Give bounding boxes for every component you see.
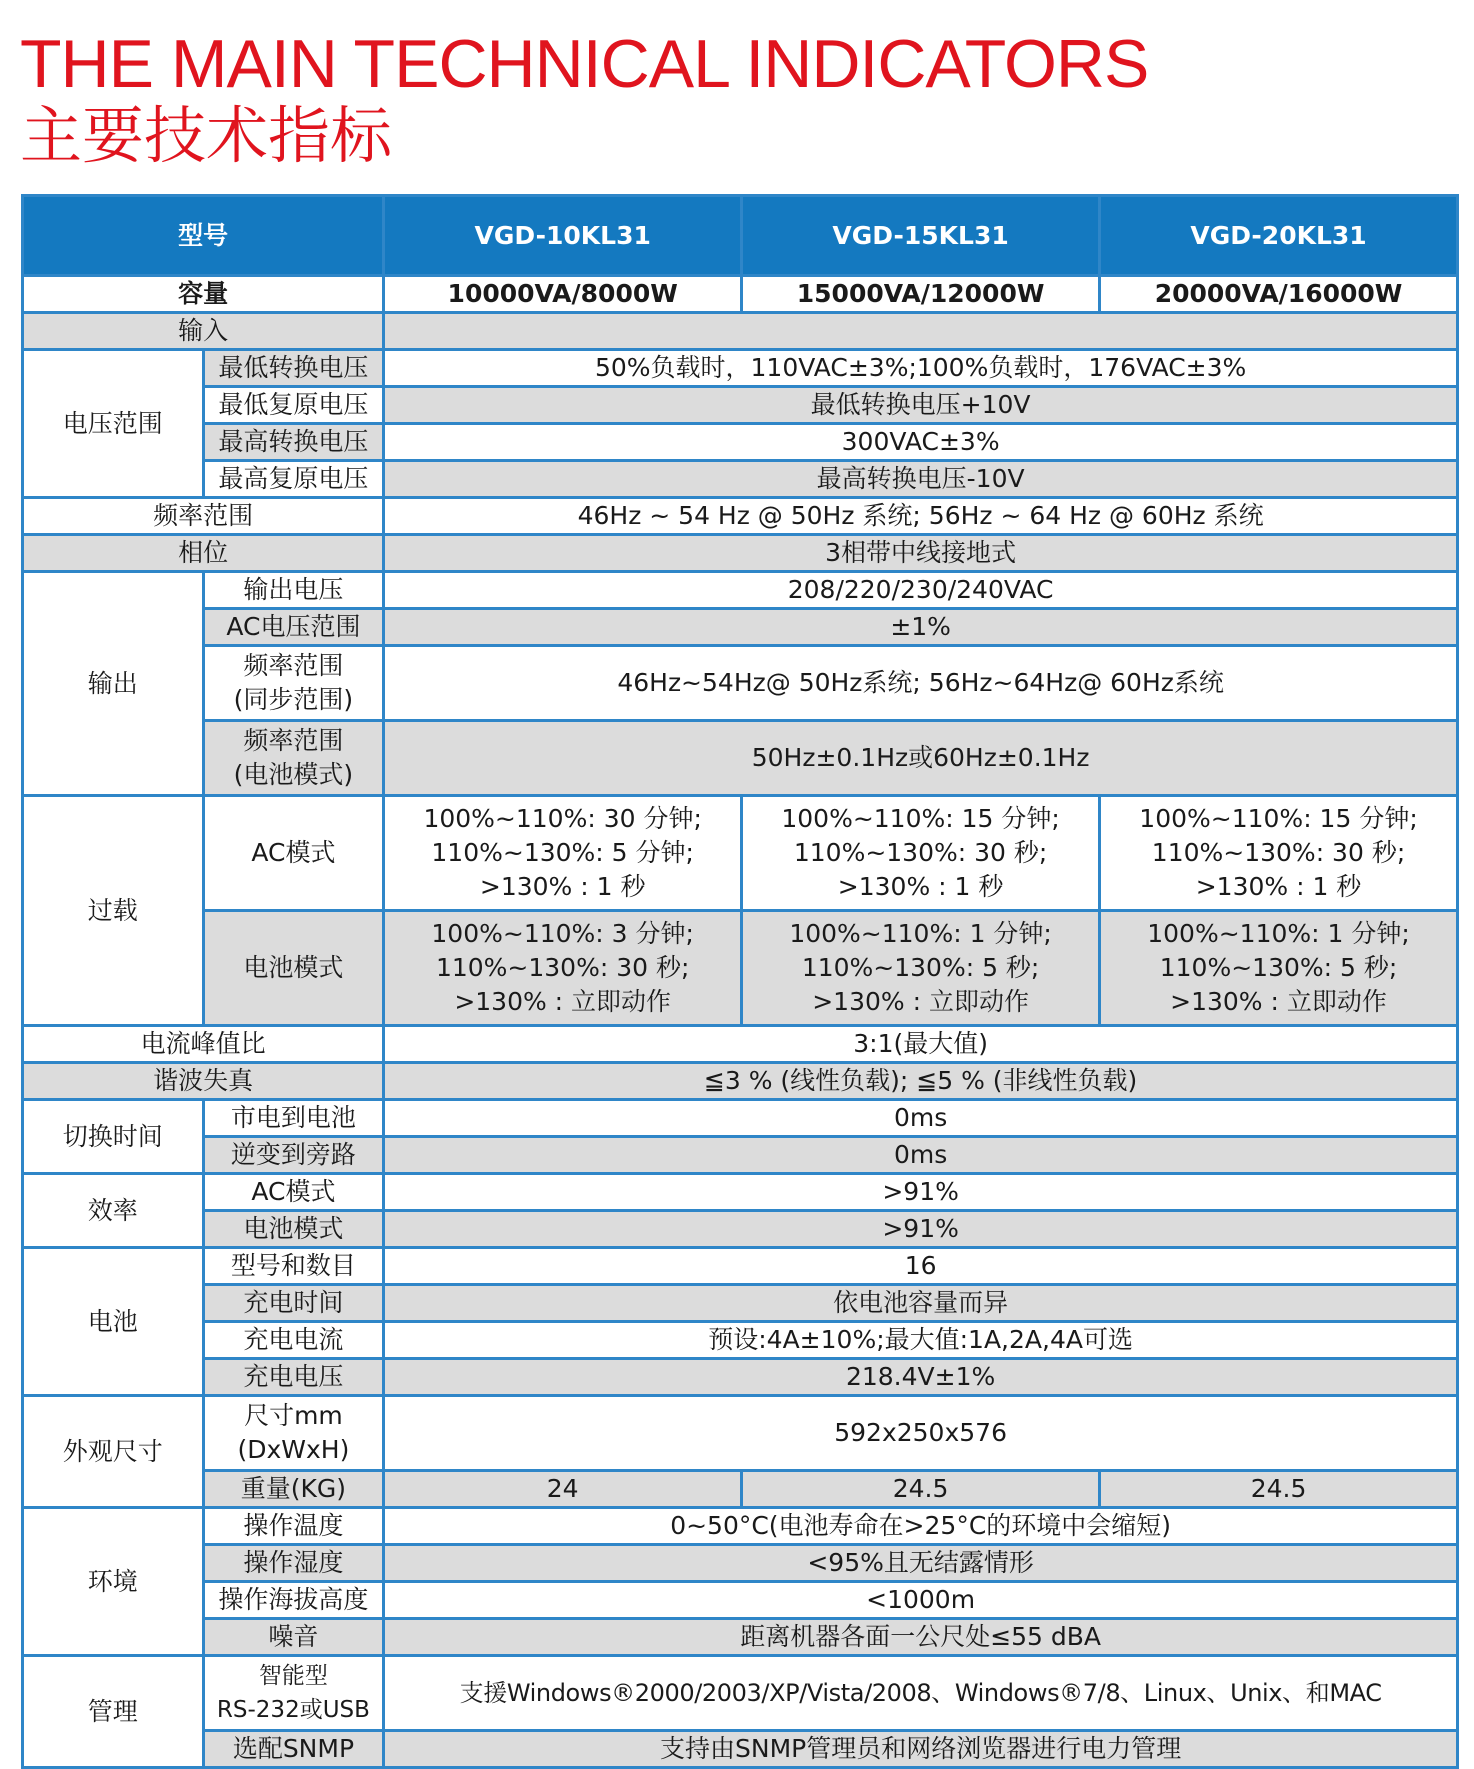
- output-voltage-value: 208/220/230/240VAC: [384, 572, 1458, 609]
- min-restore-label: 最低复原电压: [203, 387, 384, 424]
- overload-ac-row: [23, 796, 1458, 911]
- efficiency-batt-label: 电池模式: [203, 1211, 384, 1248]
- overload-ac-label: AC模式: [203, 796, 384, 911]
- snmp-row: [23, 1731, 1458, 1768]
- efficiency-batt-row: [23, 1211, 1458, 1248]
- input-freq-value: 46Hz ~ 54 Hz @ 50Hz 系统; 56Hz ~ 64 Hz @ 60Hz 系统: [384, 498, 1458, 535]
- humidity-label: 操作湿度: [203, 1545, 384, 1582]
- temp-value: 0~50°C(电池寿命在>25°C的环境中会缩短): [384, 1508, 1458, 1545]
- header-model-1: VGD-10KL31: [384, 196, 742, 276]
- overload-ac-2-line1: 100%~110%: 15 分钟;: [781, 804, 1060, 833]
- overload-batt-value-3: [1100, 911, 1458, 1026]
- thd-label: 谐波失真: [23, 1063, 384, 1100]
- min-restore-row: [23, 387, 1458, 424]
- transfer-mains-value: 0ms: [384, 1100, 1458, 1137]
- max-transfer-row: [23, 424, 1458, 461]
- overload-batt-3-line1: 100%~110%: 1 分钟;: [1147, 919, 1410, 948]
- overload-batt-row: [23, 911, 1458, 1026]
- crest-label: 电流峰值比: [23, 1026, 384, 1063]
- overload-batt-3-line3: >130% : 立即动作: [1170, 987, 1387, 1016]
- phase-row: [23, 535, 1458, 572]
- capacity-value-2: 15000VA/12000W: [742, 276, 1100, 313]
- overload-ac-3-line3: >130% : 1 秒: [1195, 872, 1362, 901]
- weight-value-3: 24.5: [1100, 1471, 1458, 1508]
- crest-row: [23, 1026, 1458, 1063]
- freq-batt-value: 50Hz±0.1Hz或60Hz±0.1Hz: [384, 721, 1458, 796]
- page-title-chinese: 主要技术指标: [20, 99, 393, 172]
- efficiency-batt-value: >91%: [384, 1211, 1458, 1248]
- freq-sync-label: [203, 646, 384, 721]
- overload-batt-3-line2: 110%~130%: 5 秒;: [1159, 953, 1398, 982]
- input-value: [384, 313, 1458, 350]
- output-voltage-row: [23, 572, 1458, 609]
- crest-value: 3:1(最大值): [384, 1026, 1458, 1063]
- max-restore-row: [23, 461, 1458, 498]
- transfer-label: 切换时间: [23, 1100, 204, 1174]
- overload-ac-1-line3: >130% : 1 秒: [479, 872, 646, 901]
- charge-time-value: 依电池容量而异: [384, 1285, 1458, 1322]
- freq-sync-label-line2: (同步范围): [233, 685, 354, 714]
- overload-batt-value-2: [742, 911, 1100, 1026]
- smart-value: 支援Windows®2000/2003/XP/Vista/2008、Windows®7/8、Linux、Unix、和MAC: [384, 1656, 1458, 1731]
- freq-sync-label-line1: 频率范围: [243, 651, 344, 680]
- humidity-row: [23, 1545, 1458, 1582]
- capacity-label: 容量: [23, 276, 384, 313]
- freq-batt-label-line2: (电池模式): [233, 760, 354, 789]
- transfer-mains-label: 市电到电池: [203, 1100, 384, 1137]
- smart-label: [203, 1656, 384, 1731]
- smart-row: [23, 1656, 1458, 1731]
- max-transfer-value: 300VAC±3%: [384, 424, 1458, 461]
- overload-ac-value-1: [384, 796, 742, 911]
- input-row: [23, 313, 1458, 350]
- freq-batt-label-line1: 频率范围: [243, 726, 344, 755]
- transfer-inv-value: 0ms: [384, 1137, 1458, 1174]
- input-freq-row: [23, 498, 1458, 535]
- efficiency-ac-value: >91%: [384, 1174, 1458, 1211]
- smart-label-line1: 智能型: [258, 1663, 328, 1689]
- environment-label: 环境: [23, 1508, 204, 1656]
- min-transfer-label: 最低转换电压: [203, 350, 384, 387]
- charge-current-value: 预设:4A±10%;最大值:1A,2A,4A可选: [384, 1322, 1458, 1359]
- charge-current-label: 充电电流: [203, 1322, 384, 1359]
- battery-type-row: [23, 1248, 1458, 1285]
- max-restore-label: 最高复原电压: [203, 461, 384, 498]
- transfer-inv-label: 逆变到旁路: [203, 1137, 384, 1174]
- header-model-3: VGD-20KL31: [1100, 196, 1458, 276]
- altitude-label: 操作海拔高度: [203, 1582, 384, 1619]
- battery-type-value: 16: [384, 1248, 1458, 1285]
- freq-sync-value: 46Hz~54Hz@ 50Hz系统; 56Hz~64Hz@ 60Hz系统: [384, 646, 1458, 721]
- humidity-value: <95%且无结露情形: [384, 1545, 1458, 1582]
- charge-time-label: 充电时间: [203, 1285, 384, 1322]
- efficiency-ac-row: [23, 1174, 1458, 1211]
- freq-batt-label: [203, 721, 384, 796]
- size-value: 592x250x576: [384, 1396, 1458, 1471]
- overload-ac-1-line2: 110%~130%: 5 分钟;: [431, 838, 694, 867]
- size-label-line1: 尺寸mm: [244, 1401, 343, 1430]
- freq-sync-row: [23, 646, 1458, 721]
- min-transfer-value: 50%负载时，110VAC±3%;100%负载时，176VAC±3%: [384, 350, 1458, 387]
- header-model-2: VGD-15KL31: [742, 196, 1100, 276]
- transfer-inv-row: [23, 1137, 1458, 1174]
- overload-batt-1-line1: 100%~110%: 3 分钟;: [431, 919, 694, 948]
- battery-label: 电池: [23, 1248, 204, 1396]
- phase-label: 相位: [23, 535, 384, 572]
- charge-voltage-row: [23, 1359, 1458, 1396]
- max-transfer-label: 最高转换电压: [203, 424, 384, 461]
- ac-range-row: [23, 609, 1458, 646]
- charge-time-row: [23, 1285, 1458, 1322]
- capacity-value-3: 20000VA/16000W: [1100, 276, 1458, 313]
- thd-row: [23, 1063, 1458, 1100]
- charge-voltage-value: 218.4V±1%: [384, 1359, 1458, 1396]
- ac-range-value: ±1%: [384, 609, 1458, 646]
- charge-voltage-label: 充电电压: [203, 1359, 384, 1396]
- temp-label: 操作温度: [203, 1508, 384, 1545]
- overload-batt-2-line2: 110%~130%: 5 秒;: [801, 953, 1040, 982]
- overload-ac-value-2: [742, 796, 1100, 911]
- input-freq-label: 频率范围: [23, 498, 384, 535]
- noise-label: 噪音: [203, 1619, 384, 1656]
- size-label: [203, 1396, 384, 1471]
- phase-value: 3相带中线接地式: [384, 535, 1458, 572]
- voltage-range-label: 电压范围: [23, 350, 204, 498]
- noise-row: [23, 1619, 1458, 1656]
- noise-value: 距离机器各面一公尺处≤55 dBA: [384, 1619, 1458, 1656]
- snmp-value: 支持由SNMP管理员和网络浏览器进行电力管理: [384, 1731, 1458, 1768]
- battery-type-label: 型号和数目: [203, 1248, 384, 1285]
- capacity-row: [23, 276, 1458, 313]
- overload-batt-2-line1: 100%~110%: 1 分钟;: [789, 919, 1052, 948]
- spec-table: [21, 194, 1459, 1769]
- min-restore-value: 最低转换电压+10V: [384, 387, 1458, 424]
- thd-value: ≦3 % (线性负载); ≦5 % (非线性负载): [384, 1063, 1458, 1100]
- efficiency-label: 效率: [23, 1174, 204, 1248]
- output-label: 输出: [23, 572, 204, 796]
- overload-batt-1-line2: 110%~130%: 30 秒;: [435, 953, 690, 982]
- charge-current-row: [23, 1322, 1458, 1359]
- overload-ac-value-3: [1100, 796, 1458, 911]
- transfer-mains-row: [23, 1100, 1458, 1137]
- snmp-label: 选配SNMP: [203, 1731, 384, 1768]
- overload-ac-3-line1: 100%~110%: 15 分钟;: [1139, 804, 1418, 833]
- overload-ac-2-line3: >130% : 1 秒: [837, 872, 1004, 901]
- max-restore-value: 最高转换电压-10V: [384, 461, 1458, 498]
- weight-value-2: 24.5: [742, 1471, 1100, 1508]
- weight-value-1: 24: [384, 1471, 742, 1508]
- input-label: 输入: [23, 313, 384, 350]
- weight-row: [23, 1471, 1458, 1508]
- efficiency-ac-label: AC模式: [203, 1174, 384, 1211]
- management-label: 管理: [23, 1656, 204, 1768]
- output-voltage-label: 输出电压: [203, 572, 384, 609]
- voltage-range-row: [23, 350, 1458, 387]
- header-row: [23, 196, 1458, 276]
- overload-batt-label: 电池模式: [203, 911, 384, 1026]
- overload-batt-1-line3: >130% : 立即动作: [454, 987, 672, 1016]
- altitude-row: [23, 1582, 1458, 1619]
- dimensions-label: 外观尺寸: [23, 1396, 204, 1508]
- size-row: [23, 1396, 1458, 1471]
- size-label-line2: (DxWxH): [237, 1435, 350, 1464]
- temp-row: [23, 1508, 1458, 1545]
- overload-ac-1-line1: 100%~110%: 30 分钟;: [423, 804, 702, 833]
- capacity-value-1: 10000VA/8000W: [384, 276, 742, 313]
- overload-batt-2-line3: >130% : 立即动作: [812, 987, 1029, 1016]
- overload-ac-3-line2: 110%~130%: 30 秒;: [1151, 838, 1406, 867]
- overload-batt-value-1: [384, 911, 742, 1026]
- overload-ac-2-line2: 110%~130%: 30 秒;: [793, 838, 1048, 867]
- freq-batt-row: [23, 721, 1458, 796]
- weight-label: 重量(KG): [203, 1471, 384, 1508]
- ac-range-label: AC电压范围: [203, 609, 384, 646]
- page-title-english: THE MAIN TECHNICAL INDICATORS: [20, 26, 1149, 102]
- overload-label: 过载: [23, 796, 204, 1026]
- altitude-value: <1000m: [384, 1582, 1458, 1619]
- header-model: 型号: [23, 196, 384, 276]
- smart-label-line2: RS-232或USB: [216, 1697, 370, 1723]
